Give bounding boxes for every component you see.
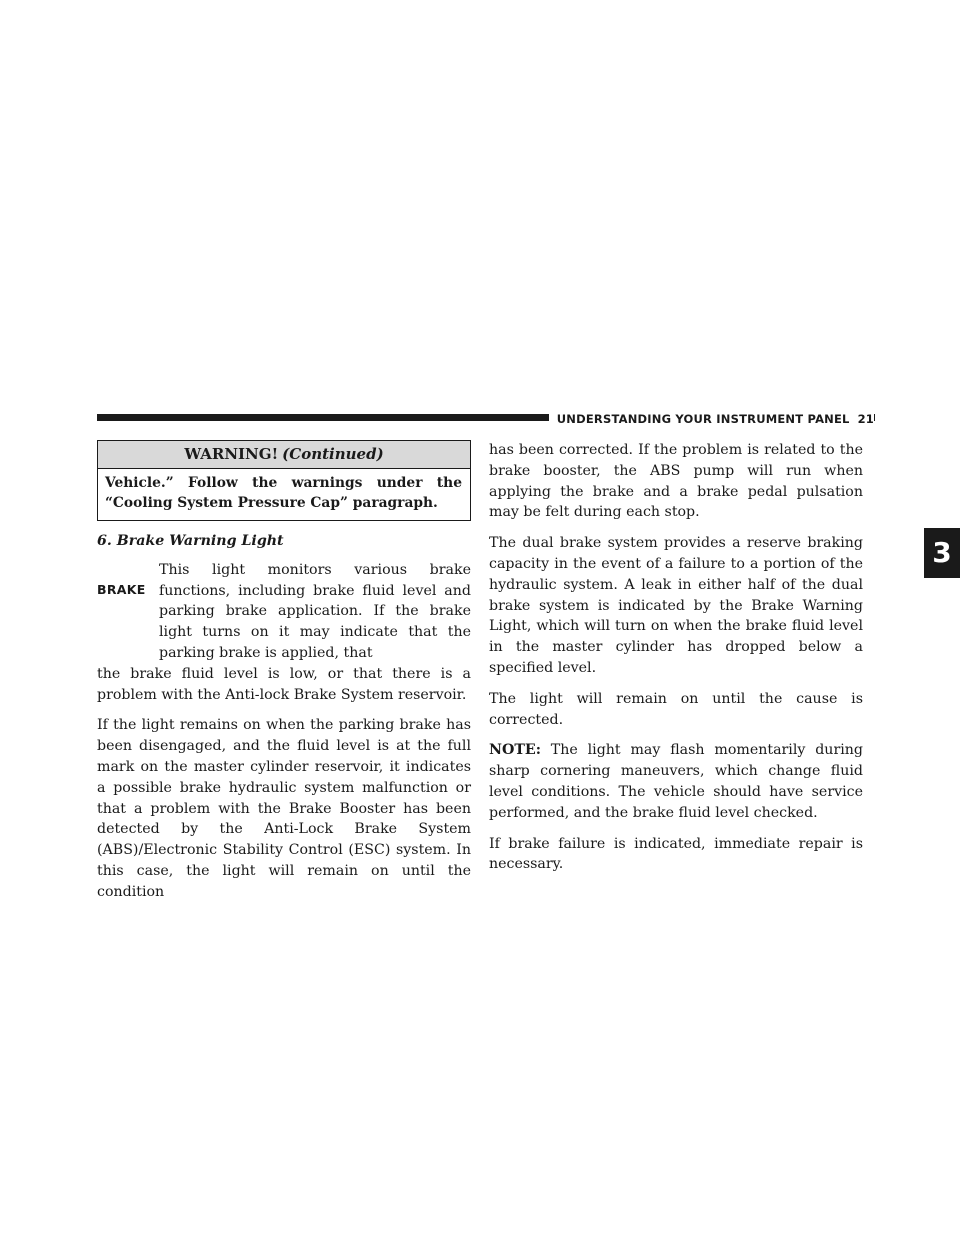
- right-paragraph-2: The dual brake system provides a reserve braking capacity in the event of a failure to a portion of the hydraulic system. A leak in either half of the dual brake system is indicated by the Brake Warning Light, which will turn on when the brake fluid level in the master cylinder has dropped below a specified level.: [489, 535, 863, 676]
- chapter-tab: 3: [924, 528, 960, 578]
- brake-icon: BRAKE: [97, 581, 146, 597]
- right-column: [489, 440, 863, 885]
- page-number: 21: [857, 412, 874, 426]
- section-title: UNDERSTANDING YOUR INSTRUMENT PANEL: [556, 412, 850, 426]
- brake-paragraph-indented: This light monitors various brake functions, including brake fluid level and parking brake application. If the brake light turns on it may indicate that the parking brake is applied, that: [159, 561, 471, 661]
- warning-continued: (Continued): [282, 445, 384, 463]
- brake-warning-block: [97, 560, 471, 706]
- left-column: [97, 440, 471, 913]
- page-header: [549, 412, 874, 426]
- right-paragraph-4: If brake failure is indicated, immediate repair is necessary.: [489, 835, 863, 873]
- brake-paragraph-2: If the light remains on when the parking brake has been disengaged, and the fluid level is at the full mark on the master cylinder reservoir, it indicates a possible brake hydraulic system malfunction or that a problem with the Brake Booster has been detected by the Anti-Lock Brake System (ABS)/Electronic Stability Control (ESC) system. In this case, the light will remain on until the condition: [97, 717, 471, 900]
- section-subheading: 6. Brake Warning Light: [97, 533, 284, 549]
- note-label: NOTE:: [489, 742, 541, 759]
- warning-title: WARNING!: [184, 445, 279, 463]
- right-paragraph-1: has been corrected. If the problem is related to the brake booster, the ABS pump will run when applying the brake and a brake pedal pulsation may be felt during each stop.: [489, 442, 863, 521]
- note-text: The light may flash momentarily during sharp cornering maneuvers, which change fluid level conditions. The vehicle should have service performed, and the brake fluid level checked.: [489, 742, 863, 821]
- brake-paragraph-rest: the brake fluid level is low, or that there is a problem with the Anti-lock Brake System reservoir.: [97, 665, 471, 703]
- note-paragraph: [489, 740, 863, 823]
- warning-box: [97, 440, 471, 521]
- warning-heading: [98, 441, 470, 469]
- warning-body: Vehicle.” Follow the warnings under the “Cooling System Pressure Cap” paragraph.: [105, 475, 462, 511]
- right-paragraph-3: The light will remain on until the cause is corrected.: [489, 690, 863, 728]
